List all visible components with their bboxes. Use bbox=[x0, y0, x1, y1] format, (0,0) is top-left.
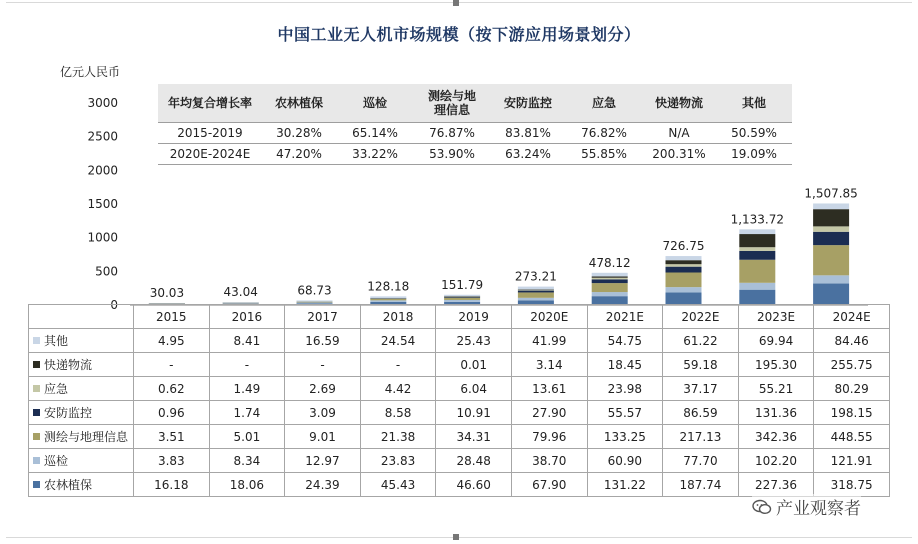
legend-label: 其他 bbox=[44, 334, 69, 348]
bar-segment bbox=[666, 287, 702, 292]
cagr-value: 76.82% bbox=[566, 123, 642, 144]
data-label: - bbox=[285, 353, 361, 377]
legend-swatch bbox=[33, 433, 40, 440]
cagr-value: 55.85% bbox=[566, 144, 642, 165]
data-label: 16.18 bbox=[134, 473, 210, 497]
bar-segment bbox=[444, 295, 480, 297]
bar-total-label: 30.03 bbox=[149, 285, 185, 300]
x-tick-label: 2019 bbox=[436, 305, 512, 329]
data-label: 12.97 bbox=[285, 449, 361, 473]
bar-segment bbox=[592, 283, 628, 292]
y-tick-label: 0 bbox=[110, 298, 118, 312]
x-tick-label: 2017 bbox=[285, 305, 361, 329]
bar-segment bbox=[813, 275, 849, 283]
legend-entry bbox=[29, 329, 134, 353]
data-label: 255.75 bbox=[814, 353, 890, 377]
table-row bbox=[29, 377, 890, 401]
data-label: 227.36 bbox=[738, 473, 814, 497]
x-tick-label: 2016 bbox=[209, 305, 285, 329]
legend-swatch bbox=[33, 457, 40, 464]
data-table bbox=[28, 304, 890, 497]
cagr-value: 47.20% bbox=[262, 144, 336, 165]
bar-segment bbox=[370, 296, 406, 298]
data-label: 54.75 bbox=[587, 329, 663, 353]
data-label: 16.59 bbox=[285, 329, 361, 353]
bar-total-label: 128.18 bbox=[367, 279, 410, 294]
bar-segment bbox=[666, 256, 702, 260]
data-label: 59.18 bbox=[663, 353, 739, 377]
bar-segment bbox=[592, 273, 628, 277]
data-label: 77.70 bbox=[663, 449, 739, 473]
bar-segment bbox=[739, 290, 775, 305]
data-label: 27.90 bbox=[511, 401, 587, 425]
data-label: 133.25 bbox=[587, 425, 663, 449]
bar-segment bbox=[813, 245, 849, 275]
cagr-value: 200.31% bbox=[642, 144, 716, 165]
bar-segment bbox=[666, 264, 702, 267]
data-label: - bbox=[134, 353, 210, 377]
bar-segment bbox=[666, 267, 702, 273]
bar-segment bbox=[813, 209, 849, 226]
data-label: 187.74 bbox=[663, 473, 739, 497]
bar-segment bbox=[666, 260, 702, 264]
bar-segment bbox=[592, 276, 628, 277]
data-label: 318.75 bbox=[814, 473, 890, 497]
cagr-header-text: 测绘与地理信息 bbox=[427, 89, 476, 117]
data-label: 67.90 bbox=[511, 473, 587, 497]
bar-segment bbox=[739, 251, 775, 260]
data-label: 37.17 bbox=[663, 377, 739, 401]
legend-label: 安防监控 bbox=[44, 406, 93, 420]
data-label: 80.29 bbox=[814, 377, 890, 401]
data-label: 18.06 bbox=[209, 473, 285, 497]
data-label: 10.91 bbox=[436, 401, 512, 425]
data-label: - bbox=[209, 353, 285, 377]
cagr-period: 2020E-2024E bbox=[158, 144, 262, 165]
legend-label: 巡检 bbox=[44, 454, 69, 468]
bar-segment bbox=[297, 300, 333, 301]
data-label: 23.98 bbox=[587, 377, 663, 401]
cagr-table bbox=[158, 84, 792, 165]
legend-swatch bbox=[33, 409, 40, 416]
data-label: 131.22 bbox=[587, 473, 663, 497]
data-label: 21.38 bbox=[360, 425, 436, 449]
data-label: 8.41 bbox=[209, 329, 285, 353]
y-tick-label: 2000 bbox=[87, 163, 118, 178]
bar-total-label: 1,133.72 bbox=[730, 212, 785, 227]
data-label: 24.39 bbox=[285, 473, 361, 497]
cagr-value: 53.90% bbox=[414, 144, 490, 165]
data-label: 60.90 bbox=[587, 449, 663, 473]
legend-label: 快递物流 bbox=[44, 358, 93, 372]
bar-total-label: 478.12 bbox=[588, 255, 631, 270]
data-label: - bbox=[360, 353, 436, 377]
data-label: 55.21 bbox=[738, 377, 814, 401]
data-label: 3.09 bbox=[285, 401, 361, 425]
bar-total-label: 151.79 bbox=[441, 277, 484, 292]
y-tick-label: 3000 bbox=[87, 96, 118, 110]
data-label: 448.55 bbox=[814, 425, 890, 449]
cagr-value: 83.81% bbox=[490, 123, 566, 144]
cagr-header-cell: 快递物流 bbox=[642, 84, 716, 123]
data-label: 13.61 bbox=[511, 377, 587, 401]
bar-segment bbox=[813, 226, 849, 231]
cagr-row bbox=[158, 144, 792, 165]
bar-segment bbox=[739, 229, 775, 234]
x-tick-label: 2023E bbox=[738, 305, 814, 329]
data-label: 28.48 bbox=[436, 449, 512, 473]
data-label: 342.36 bbox=[738, 425, 814, 449]
bar-segment bbox=[739, 260, 775, 283]
y-tick-label: 1000 bbox=[87, 230, 118, 245]
data-label: 2.69 bbox=[285, 377, 361, 401]
data-label: 195.30 bbox=[738, 353, 814, 377]
cagr-header-cell: 应急 bbox=[566, 84, 642, 123]
bar-segment bbox=[444, 300, 480, 302]
cagr-header-cell: 安防监控 bbox=[490, 84, 566, 123]
bar-segment bbox=[518, 287, 554, 290]
bar-segment bbox=[813, 203, 849, 209]
table-row bbox=[29, 401, 890, 425]
x-tick-label: 2020E bbox=[511, 305, 587, 329]
bar-segment bbox=[592, 292, 628, 296]
bar-total-label: 68.73 bbox=[297, 283, 332, 298]
data-label: 0.96 bbox=[134, 401, 210, 425]
bar-segment bbox=[518, 298, 554, 301]
bar-segment bbox=[813, 284, 849, 305]
legend-swatch bbox=[33, 361, 40, 368]
data-label: 5.01 bbox=[209, 425, 285, 449]
data-label: 86.59 bbox=[663, 401, 739, 425]
table-row bbox=[29, 473, 890, 497]
data-label: 38.70 bbox=[511, 449, 587, 473]
watermark bbox=[752, 494, 861, 519]
chart-title: 中国工业无人机市场规模（按下游应用场景划分） bbox=[277, 25, 641, 44]
y-tick-label: 1500 bbox=[87, 197, 118, 211]
table-row bbox=[29, 329, 890, 353]
cagr-value: N/A bbox=[642, 123, 716, 144]
data-label: 1.74 bbox=[209, 401, 285, 425]
data-label: 1.49 bbox=[209, 377, 285, 401]
cagr-value: 19.09% bbox=[716, 144, 792, 165]
legend-label: 测绘与地理信息 bbox=[44, 430, 129, 444]
x-tick-label: 2015 bbox=[134, 305, 210, 329]
y-tick-label: 2500 bbox=[87, 129, 118, 144]
legend-entry bbox=[29, 401, 134, 425]
data-label: 46.60 bbox=[436, 473, 512, 497]
cagr-header-cell bbox=[414, 84, 490, 123]
cagr-header-cell: 农林植保 bbox=[262, 84, 336, 123]
data-label: 84.46 bbox=[814, 329, 890, 353]
table-row bbox=[29, 449, 890, 473]
cagr-row bbox=[158, 123, 792, 144]
data-label: 121.91 bbox=[814, 449, 890, 473]
x-tick-label: 2022E bbox=[663, 305, 739, 329]
data-label: 6.04 bbox=[436, 377, 512, 401]
cagr-value: 33.22% bbox=[336, 144, 414, 165]
cagr-header-row bbox=[158, 84, 792, 123]
watermark-text: 产业观察者 bbox=[776, 499, 861, 519]
bar-total-label: 273.21 bbox=[514, 269, 557, 284]
bar-segment bbox=[739, 234, 775, 247]
data-label: 4.42 bbox=[360, 377, 436, 401]
bar-segment bbox=[518, 292, 554, 297]
data-label: 9.01 bbox=[285, 425, 361, 449]
data-label: 34.31 bbox=[436, 425, 512, 449]
data-label: 61.22 bbox=[663, 329, 739, 353]
data-label: 198.15 bbox=[814, 401, 890, 425]
cagr-header-cell: 巡检 bbox=[336, 84, 414, 123]
legend-label: 应急 bbox=[44, 382, 69, 396]
cagr-value: 76.87% bbox=[414, 123, 490, 144]
data-label: 69.94 bbox=[738, 329, 814, 353]
cagr-value: 65.14% bbox=[336, 123, 414, 144]
data-label: 8.58 bbox=[360, 401, 436, 425]
data-label: 0.62 bbox=[134, 377, 210, 401]
bar-segment bbox=[739, 283, 775, 290]
legend-swatch bbox=[33, 481, 40, 488]
x-tick-label: 2024E bbox=[814, 305, 890, 329]
data-label: 3.51 bbox=[134, 425, 210, 449]
data-label: 4.95 bbox=[134, 329, 210, 353]
bar-segment bbox=[444, 298, 480, 300]
y-axis-unit-label: 亿元人民币 bbox=[60, 65, 121, 79]
legend-entry bbox=[29, 377, 134, 401]
data-label: 79.96 bbox=[511, 425, 587, 449]
bar-segment bbox=[666, 273, 702, 288]
data-label: 18.45 bbox=[587, 353, 663, 377]
cagr-value: 30.28% bbox=[262, 123, 336, 144]
bar-segment bbox=[518, 291, 554, 293]
bar-segment bbox=[592, 279, 628, 283]
table-row bbox=[29, 353, 890, 377]
table-year-row bbox=[29, 305, 890, 329]
data-label: 25.43 bbox=[436, 329, 512, 353]
cagr-period: 2015-2019 bbox=[158, 123, 262, 144]
data-label: 3.14 bbox=[511, 353, 587, 377]
cagr-value: 63.24% bbox=[490, 144, 566, 165]
data-label: 41.99 bbox=[511, 329, 587, 353]
bar-segment bbox=[223, 302, 259, 303]
legend-entry bbox=[29, 425, 134, 449]
legend-entry bbox=[29, 449, 134, 473]
bar-segment bbox=[370, 300, 406, 302]
data-label: 102.20 bbox=[738, 449, 814, 473]
wechat-icon bbox=[752, 499, 772, 515]
cagr-header-cell: 年均复合增长率 bbox=[158, 84, 262, 123]
data-label: 55.57 bbox=[587, 401, 663, 425]
legend-swatch bbox=[33, 385, 40, 392]
table-corner-cell bbox=[29, 305, 134, 329]
bar-segment bbox=[592, 278, 628, 280]
bar-total-label: 726.75 bbox=[662, 239, 705, 254]
bar-total-label: 43.04 bbox=[223, 285, 258, 300]
cagr-header-cell: 其他 bbox=[716, 84, 792, 123]
legend-entry bbox=[29, 473, 134, 497]
legend-entry bbox=[29, 353, 134, 377]
bar-segment bbox=[370, 299, 406, 300]
bar-segment bbox=[444, 297, 480, 298]
data-label: 45.43 bbox=[360, 473, 436, 497]
legend-swatch bbox=[33, 337, 40, 344]
cagr-value: 50.59% bbox=[716, 123, 792, 144]
table-row bbox=[29, 425, 890, 449]
data-label: 3.83 bbox=[134, 449, 210, 473]
data-label: 0.01 bbox=[436, 353, 512, 377]
data-label: 23.83 bbox=[360, 449, 436, 473]
data-label: 217.13 bbox=[663, 425, 739, 449]
x-tick-label: 2021E bbox=[587, 305, 663, 329]
x-tick-label: 2018 bbox=[360, 305, 436, 329]
data-label: 8.34 bbox=[209, 449, 285, 473]
bar-total-label: 1,507.85 bbox=[804, 186, 858, 201]
legend-label: 农林植保 bbox=[44, 478, 93, 492]
bar-segment bbox=[739, 247, 775, 251]
data-label: 131.36 bbox=[738, 401, 814, 425]
data-label: 24.54 bbox=[360, 329, 436, 353]
y-tick-label: 500 bbox=[95, 264, 118, 279]
bar-segment bbox=[813, 232, 849, 245]
